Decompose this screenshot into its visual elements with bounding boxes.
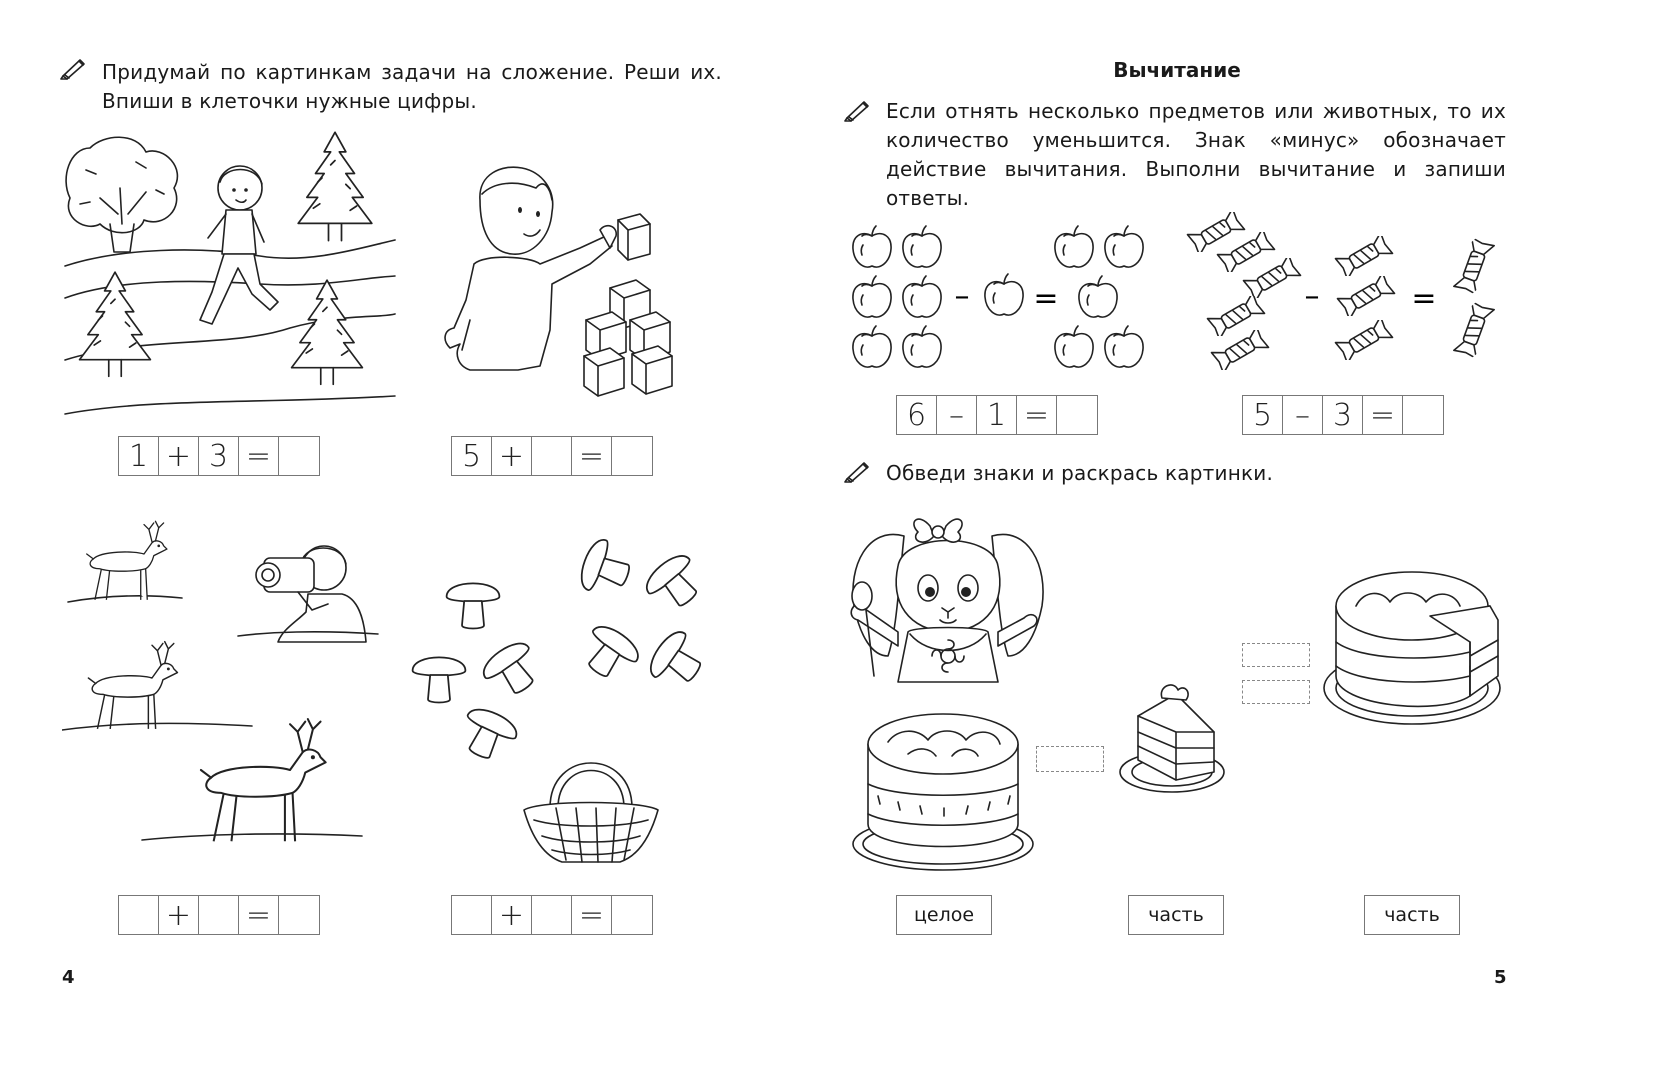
bunny-icon: [851, 519, 1043, 682]
photographer-icon: [238, 546, 378, 642]
mushroom-icon: [447, 583, 500, 628]
eq2-cell: 5: [452, 437, 492, 475]
equation-1: [118, 436, 320, 476]
basket-icon: [524, 763, 658, 862]
cake-icon: [1336, 572, 1498, 706]
equation-3: [118, 895, 320, 935]
minus-sign: –: [954, 279, 970, 314]
candy-eq-cell: –: [1283, 396, 1323, 434]
candy-eq-cell: 3: [1323, 396, 1363, 434]
eq3-blank-cell[interactable]: [119, 896, 159, 934]
apple-eq-cell: –: [937, 396, 977, 434]
apple-icon: [903, 276, 941, 317]
eq4-cell: =: [572, 896, 612, 934]
page-title: Вычитание: [1113, 58, 1241, 82]
cake-missing-slice-picture: [1320, 556, 1510, 736]
addition-instruction: Придумай по картинкам задачи на сложение. Реши их. Впиши в клеточки нужные цифры.: [102, 60, 722, 113]
candies-subtraction-picture: [1184, 206, 1514, 382]
deer-icon: [201, 719, 326, 841]
trace-color-instruction: Обведи знаки и раскрась картинки.: [886, 461, 1274, 485]
eq1-cell: 3: [199, 437, 239, 475]
apple-icon: [1105, 326, 1143, 367]
eq1-cell: 1: [119, 437, 159, 475]
candy-icon: [1335, 233, 1392, 280]
sign-trace-box[interactable]: [1242, 680, 1310, 704]
fir-tree-icon: [298, 132, 372, 240]
label-whole: целое: [896, 895, 992, 935]
forest-walk-picture: [60, 128, 400, 418]
cube-icon: [618, 214, 650, 260]
eq4-blank-cell[interactable]: [532, 896, 572, 934]
mushroom-icon: [640, 549, 709, 617]
boy-walking-icon: [200, 166, 278, 324]
candy-eq-cell: 5: [1243, 396, 1283, 434]
apple-icon: [985, 274, 1023, 315]
eq2-blank-cell[interactable]: [532, 437, 572, 475]
page-number: 4: [62, 967, 75, 988]
candy-icon: [1437, 294, 1511, 366]
cube-stack-icon: [584, 280, 672, 396]
deer-picture: [62, 518, 382, 868]
candy-icon: [1187, 209, 1244, 256]
candy-icon: [1335, 317, 1392, 364]
eq4-cell: +: [492, 896, 532, 934]
candy-icon: [1437, 230, 1511, 302]
mushroom-icon: [575, 620, 644, 687]
apple-icon: [1055, 226, 1093, 267]
fir-tree-icon: [80, 272, 151, 376]
boy-with-cubes-picture: [440, 160, 700, 400]
equation-4: [451, 895, 653, 935]
apple-equation: [896, 395, 1098, 435]
candy-icon: [1243, 255, 1300, 302]
eq3-blank-cell[interactable]: [199, 896, 239, 934]
eq3-cell: +: [159, 896, 199, 934]
apple-icon: [1055, 326, 1093, 367]
eq1-cell: =: [239, 437, 279, 475]
right-page: [774, 0, 1548, 1009]
candy-equation: [1242, 395, 1444, 435]
eq1-cell: +: [159, 437, 199, 475]
apple-icon: [903, 326, 941, 367]
apple-icon: [853, 326, 891, 367]
equals-sign: =: [1033, 281, 1059, 316]
apple-eq-cell: 6: [897, 396, 937, 434]
fir-tree-icon: [292, 280, 363, 384]
eq3-cell: =: [239, 896, 279, 934]
minus-sign: –: [1304, 279, 1320, 314]
apple-eq-cell: =: [1017, 396, 1057, 434]
pencil-icon: [60, 58, 88, 80]
label-part: часть: [1364, 895, 1460, 935]
eq4-answer-cell[interactable]: [612, 896, 652, 934]
sign-trace-box[interactable]: [1242, 643, 1310, 667]
candy-eq-answer-cell[interactable]: [1403, 396, 1443, 434]
mushroom-icon: [576, 536, 636, 601]
candy-icon: [1337, 273, 1394, 320]
eq2-cell: +: [492, 437, 532, 475]
apples-subtraction-picture: [846, 224, 1156, 380]
apple-icon: [1105, 226, 1143, 267]
mushroom-icon: [454, 703, 521, 766]
eq2-cell: =: [572, 437, 612, 475]
mushroom-icon: [478, 637, 547, 704]
mushroom-icon: [413, 657, 466, 702]
deer-icon: [88, 642, 177, 729]
mushroom-icon: [644, 626, 711, 695]
pencil-icon: [844, 461, 872, 483]
candy-icon: [1217, 229, 1274, 276]
sign-trace-box[interactable]: [1036, 746, 1104, 772]
left-page: [0, 0, 774, 1009]
page-number: 5: [1494, 967, 1507, 988]
apple-icon: [853, 276, 891, 317]
deer-icon: [87, 521, 167, 600]
apple-eq-cell: 1: [977, 396, 1017, 434]
equation-2: [451, 436, 653, 476]
eq2-answer-cell[interactable]: [612, 437, 652, 475]
eq3-answer-cell[interactable]: [279, 896, 319, 934]
label-part: часть: [1128, 895, 1224, 935]
equals-sign: =: [1411, 281, 1437, 316]
apple-eq-answer-cell[interactable]: [1057, 396, 1097, 434]
cake-icon: [853, 714, 1033, 870]
eq4-blank-cell[interactable]: [452, 896, 492, 934]
tree-icon: [66, 137, 177, 252]
mushrooms-picture: [402, 528, 722, 868]
cake-slice-picture: [1118, 676, 1226, 796]
subtraction-instruction: Если отнять несколько предметов или животных, то их количество уменьшится. Знак «минус» обозначает действие вычитания. Выполни вычитание и запиши ответы.: [886, 99, 1506, 210]
bunny-with-cake-picture: [848, 506, 1048, 876]
candy-eq-cell: =: [1363, 396, 1403, 434]
cake-slice-icon: [1138, 685, 1214, 780]
apple-icon: [1079, 276, 1117, 317]
eq1-answer-cell[interactable]: [279, 437, 319, 475]
pencil-icon: [844, 100, 872, 122]
apple-icon: [853, 226, 891, 267]
apple-icon: [903, 226, 941, 267]
